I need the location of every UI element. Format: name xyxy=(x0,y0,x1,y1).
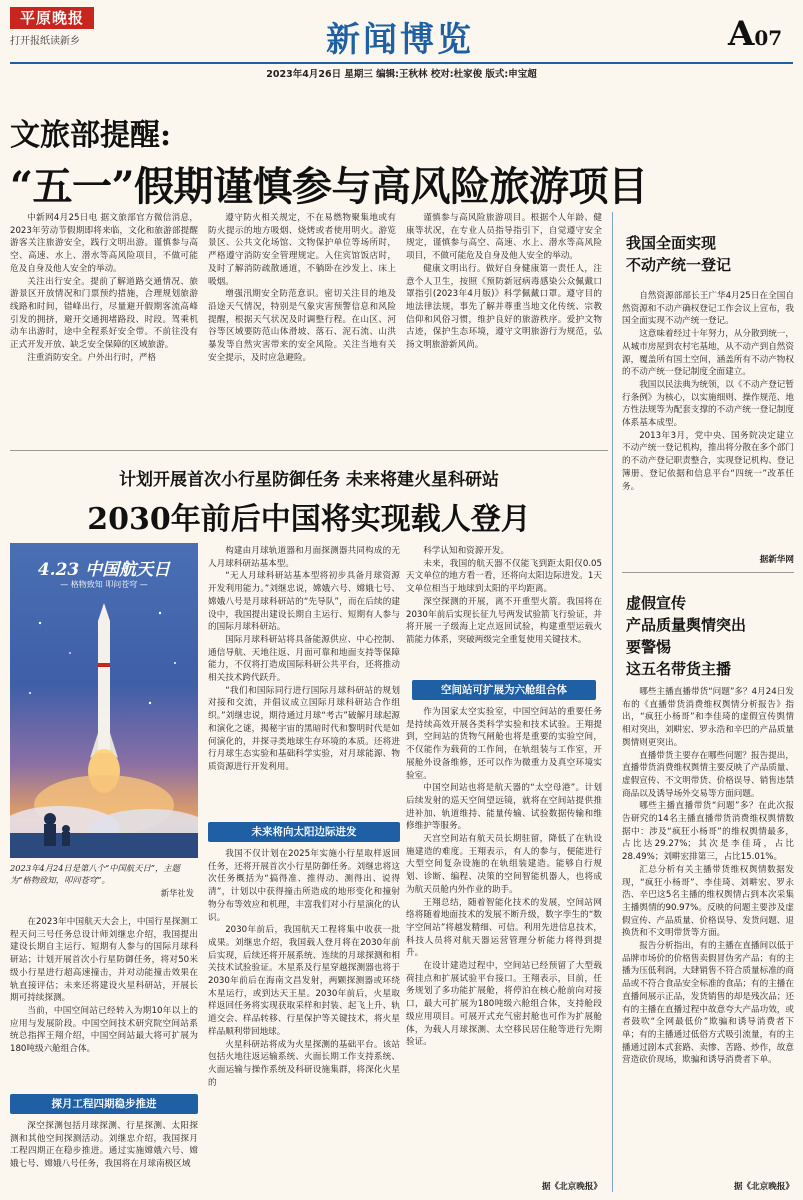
paragraph: 我国以民法典为统领，以《不动产登记暂行条例》为核心，以实施细则、操作规范、地方性法规等为配套支撑的不动产统一登记制度体系基本成型。 xyxy=(622,379,794,429)
poster-title: 4.23 中国航天日 xyxy=(37,560,171,580)
paragraph: 我国不仅计划在2025年实施小行星取样返回任务，还将开展首次小行星防御任务。刘继忠将这次任务概括为“搞得准、推得动、测得出、说得清”，计划以中获得撞击所造成的地形变化和撞射物分布等效应和机理，丰富我们对小行星演化的认识。 xyxy=(208,849,400,923)
story2-headline: 2030年前后中国将实现载人登月 xyxy=(87,502,531,537)
paragraph: 在设计建造过程中，空间站已经预留了大型载荷挂点和扩展试验平台接口。王翔表示，目前，任务规划了多功能扩展舱，将停泊在核心舱前向对接口，最大可扩展为180吨级六舱组合体，支持舱段级应用项目。可展开式充气密封舱也可作为扩展舱体，为载人月球探测、太空移民居住舱等进行先期验证。 xyxy=(406,961,602,1048)
story1-col1 xyxy=(10,212,198,444)
sidebar2-title-line2: 产品质量舆情突出 xyxy=(626,616,747,634)
paragraph: 王翔总结，随着智能化技术的发展，空间站网络将随着地面技术的发展不断升级，数字孪生的“数字空间站”将越发精细、可信。利用先进信息技术，科技人员将对航天器运营管理分析能力将得到提升。 xyxy=(406,897,602,959)
sidebar1-title xyxy=(626,232,794,276)
sidebar1-title-line1: 我国全面实现 xyxy=(626,234,717,252)
paragraph: 汇总分析有关主播带货维权舆情数据发现，“疯狂小杨哥”、李佳琦、刘畊宏、罗永浩、辛巴这5名主播的维权舆情占到本次采集主播舆情的90.97%。反映的问题主要涉及虚假宣传、产品质量、价格误导、发货问题、退换货和不文明带货等方面。 xyxy=(622,864,794,939)
story1-headline: “五一”假期谨慎参与高风险旅游项目 xyxy=(10,163,648,210)
page-digits: 07 xyxy=(754,26,783,50)
story2-source: 据《北京晚报》 xyxy=(541,1182,602,1192)
column-rule xyxy=(612,212,613,1192)
paragraph: 遵守防火相关规定，不在易燃物聚集地或有防火提示的地方吸烟、烧烤或者使用明火。游览景区、公共文化场馆、文物保护单位等场所时，严格遵守消防安全管理规定。入住宾馆饭店时，及时了解消防疏散通道，不躺卧在沙发上、床上吸烟。 xyxy=(208,213,396,287)
sidebar2-title-line4: 这五名带货主播 xyxy=(626,660,732,678)
paragraph: 自然资源部部长王广华4月25日在全国自然资源和不动产确权登记工作会议上宣布，我国全面实现不动产统一登记。 xyxy=(622,291,794,327)
paragraph: 构建由月球轨道器和月面探测器共同构成的无人月球科研站基本型。 xyxy=(208,546,400,569)
paragraph: 中国空间站也将是航天器的“太空母港”。计划后续发射的巡天空间望远镜，就将在空间站提供推进补加、轨道维持、能量传输、试验数据传输和维修维护等服务。 xyxy=(406,783,602,832)
paragraph: 深空探测的开展，离不开重型火箭。我国将在2030年前后实现长征九号两发试验箭飞行验证，并将开展一子级海上定点返回试验，构建重型运载火箭能力体系，突破两级完全重复使用关键技术。 xyxy=(406,596,602,645)
paragraph: 报告分析指出，有的主播在直播间以低于品牌市场价的价格售卖假冒伪劣产品；有的主播为压低利润，大肆销售不符合质量标准的商品或不符合食品安全标准的食品；有的主播在直播间展示正品，发货销售的却是残次品；还有的主播在直播过程中故意夸大产品功效，或者鼓吹“全网最低价”欺骗和诱导消费者下单；有的主播通过低俗方式吸引流量，有的主播通过剧本式套路、卖惨、苦路、炒作，故意营造砍价现场，欺骗和诱导消费者下单。 xyxy=(622,941,794,1066)
story-separator xyxy=(10,450,608,451)
sidebar2-title-line3: 要警惕 xyxy=(626,638,672,656)
subhead-space-station: 空间站可扩展为六舱组合体 xyxy=(412,680,596,700)
story2-col2b xyxy=(208,848,400,1196)
newspaper-logo: 平原晚报 xyxy=(10,7,94,29)
paragraph: 在2023年中国航天大会上，中国行星探测工程天问三号任务总设计师刘继忠介绍，我国提出建设长期自主运行、短期有人参与的国际月球科研站；计划开展首次小行星防御任务，将对50米级小行星进行超高速撞击，并对动能撞击效果在轨直接评估；未来还将建设火星科研站，开展长期可持续探测。 xyxy=(10,917,198,1004)
sidebar1-source: 据新华网 xyxy=(759,555,794,565)
photo-caption: 2023年4月24日是第八个“中国航天日”，主题为“格物致知，叩问苍穹”。 xyxy=(10,863,180,885)
paragraph: 天宫空间站有航天员长期驻留，降低了在轨设施建造的难度。王翔表示，有人的参与，便能进行大型空间复杂设施的在轨组装建造。能够自行规划、诊断、编程、决策的空间智能机器人，也将成为航天员舱内外作业的助手。 xyxy=(406,834,602,895)
story2-col3 xyxy=(406,545,602,675)
subhead-solar-boundary: 未来将向太阳边际进发 xyxy=(208,822,400,842)
paragraph: 未来，我国的航天器不仅能飞到距太阳仅0.05天文单位的地方看一看，还将向太阳边际进发。1天文单位相当于地球到太阳的平均距离。 xyxy=(406,558,602,595)
page-letter: A xyxy=(728,14,755,54)
paragraph: 哪些主播直播带货“问题”多？4月24日发布的《直播带货消费维权舆情分析报告》指出，“疯狂小杨哥”和李佳琦的虚假宣传舆情相对突出，刘畊宏、罗永浩和辛巴的产品质量舆情则更突出。 xyxy=(622,687,794,748)
paragraph: 中新网4月25日电 据文旅部官方微信消息，2023年劳动节假期即将来临，文化和旅游部提醒游客关注旅游安全，践行文明出游。谨慎参与高空、高速、水上、潜水等高风险项目，不做可能危及自身及他人安全的举动。 xyxy=(10,213,198,274)
sidebar2-title xyxy=(626,592,794,680)
paragraph: 直播带货主要存在哪些问题？报告提出，直播带货消费维权舆情主要反映了产品质量、虚假宣传、不文明带货、价格误导、销售违禁商品以及诱导场外交易等方面问题。 xyxy=(622,750,794,799)
masthead xyxy=(0,0,803,80)
story2-col2 xyxy=(208,545,400,807)
sidebar2-source: 据《北京晚报》 xyxy=(733,1182,794,1192)
story2-col1 xyxy=(10,916,198,1076)
photo-credit: 新华社发 xyxy=(160,888,194,898)
story2-col1b xyxy=(10,1120,198,1196)
sidebar1-title-line2: 不动产统一登记 xyxy=(626,256,732,274)
page-number xyxy=(728,14,782,54)
paragraph: 哪些主播直播带货“问题”多？在此次报告研究的14名主播直播带货消费维权舆情数据中：涉及“疯狂小杨哥”的维权舆情最多，占比达29.27%；其次是李佳琦，占比28.49%；刘畊宏排第三，占比15.01%。 xyxy=(622,801,794,863)
paragraph: 作为国家太空实验室，中国空间站的重要任务是持续高效开展各类科学实验和技术试验。王翔提到，空间站的货物气闸舱也将是重要的实验空间，不仅能作为载荷的工作间，在轨组装与工作室，开展舱外设备维修，还可以作为微重力及真空环境实验室。 xyxy=(406,707,602,781)
sidebar2-body xyxy=(622,686,794,1178)
paragraph: 深空探测包括月球探测、行星探测、太阳探测和其他空间探测活动。刘继忠介绍，我国探月工程四期正在稳步推进。通过实施嫦娥六号、嫦娥七号、嫦娥八号任务，我国将在月球南极区域 xyxy=(10,1121,198,1170)
paragraph: 关注出行安全。提前了解道路交通情况、旅游景区开放情况和门票预约措施，合理规划旅游线路和时间，错峰出行，尽量避开假期客流高峰引发的拥挤，避开交通拥堵路段、时段。驾乘机动车出游时，途中全程系好安全带。不前往没有正式开发开放、缺乏安全保障的区域旅游。 xyxy=(10,276,198,351)
poster-subtitle: — 格物致知 叩问苍穹 — xyxy=(60,580,148,589)
subhead-lunar-exploration: 探月工程四期稳步推进 xyxy=(10,1094,198,1114)
rocket-illustration xyxy=(10,543,198,858)
paragraph: 科学认知和资源开发。 xyxy=(423,546,510,556)
story1-kicker: 文旅部提醒: xyxy=(10,118,172,153)
sidebar2-title-line1: 虚假宣传 xyxy=(626,594,687,612)
paragraph: 谨慎参与高风险旅游项目。根据个人年龄、健康等状况，在专业人员指导指引下，自觉遵守安全规定，谨慎参与高空、高速、水上、潜水等高风险项目，不做可能危及自身及他人安全的举动。 xyxy=(406,213,602,262)
paragraph: 注重消防安全。户外出行时，严格 xyxy=(27,352,157,363)
story1-col2 xyxy=(208,212,396,444)
paragraph: 2013年3月，党中央、国务院决定建立不动产统一登记机构，推出将分散在多个部门的不动产登记职责整合，实现登记机构、登记簿册、登记依据和信息平台“四统一”改革任务。 xyxy=(622,430,794,492)
sidebar-separator xyxy=(622,572,794,573)
paragraph: 健康文明出行。做好自身健康第一责任人，注意个人卫生，按照《预防新冠病毒感染公众佩戴口罩指引(2023年4月版)》科学佩戴口罩。遵守目的地法律法规，事先了解并尊重当地文化传统、宗教信仰和风俗习惯，维护良好的旅游秩序。爱护文物古迹，保护生态环境，遵守文明旅游行为规范，弘扬文明旅游新风尚。 xyxy=(406,263,602,351)
paragraph: 火星科研站将成为火星探测的基础平台。该站包括火地往返运输系统、火面长期工作支持系统、火面运输与操作系统及科研设施集群，将深化火星的 xyxy=(208,1039,400,1088)
story1-col3 xyxy=(406,212,602,444)
section-title: 新闻博览 xyxy=(326,20,474,60)
paragraph: 增强汛期安全防范意识。密切关注目的地及沿途天气情况，特别是气象灾害预警信息和风险提醒，根据天气状况及时调整行程。在山区、河谷等区域要防范山体滑坡、落石、泥石流、山洪暴发等自然灾害带来的安全风险。关注当地有关安全提示，及时应急避险。 xyxy=(208,289,396,363)
sidebar1-body xyxy=(622,290,794,552)
masthead-rule xyxy=(10,62,793,64)
paragraph: 这意味着经过十年努力，从分散到统一，从城市房屋到农村宅基地，从不动产到自然资源，覆盖所有国土空间，涵盖所有不动产物权的不动产统一登记制度全面建立。 xyxy=(622,329,794,378)
paragraph: 当前，中国空间站已经转入为期10年以上的应用与发展阶段。中国空间技术研究院空间站系统总指挥王翔介绍，中国空间站最大将可扩展为180吨级六舱组合体。 xyxy=(10,1005,198,1055)
story2-kicker: 计划开展首次小行星防御任务 未来将建火星科研站 xyxy=(119,470,499,490)
paragraph: 2030年前后，我国航天工程将集中收获一批成果。刘继忠介绍，我国载人登月将在2030年前后实现，后续还将开展系统、连续的月球探测和相关技术试验验证。木星系及行星穿越探测器也将于2030年前后在海南文昌发射，两颗探测器或环绕木星运行，或到达天王星。2030年前后，火星取样返回任务将实现获取采样和封装、起飞上升、轨道交会、样品转移、行星保护等关键技术，将火星样品顺利带回地球。 xyxy=(208,925,400,1037)
space-day-poster xyxy=(10,543,198,858)
paragraph: 国际月球科研站将具备能源供应、中心控制、通信导航、天地往返、月面可靠和地面支持等保障能力，不仅将打造成国际科研公共平台，还将推动相关技术跨代跃升。 xyxy=(208,634,400,684)
paragraph: “我们和国际同行进行国际月球科研站的规划对接和交流，并倡议成立国际月球科研站合作组织。”刘继忠说，期待通过月球“考古”破解月球起源和演化之谜，揭秘宇宙的黑暗时代和黎明时代是如何演化的，并探寻类地球生存环境的本质。还将进行月球生态实验和基础科学实验，对月球能源、物质资源进行开发利用。 xyxy=(208,685,400,772)
newspaper-slogan: 打开报纸读新乡 xyxy=(10,36,80,47)
story2-col3b xyxy=(406,706,602,1178)
dateline: 2023年4月26日 星期三 编辑:王秋林 校对:杜家俊 版式:申宝超 xyxy=(266,69,537,80)
paragraph: “无人月球科研站基本型将初步具备月球资源开发利用能力。”刘继忠说，嫦娥六号、嫦娥七号、嫦娥八号是月球科研站的“先导队”，而在后续的建设中，我国提出建设长期自主运行、短期有人参与的国际月球科研站。 xyxy=(208,571,400,633)
